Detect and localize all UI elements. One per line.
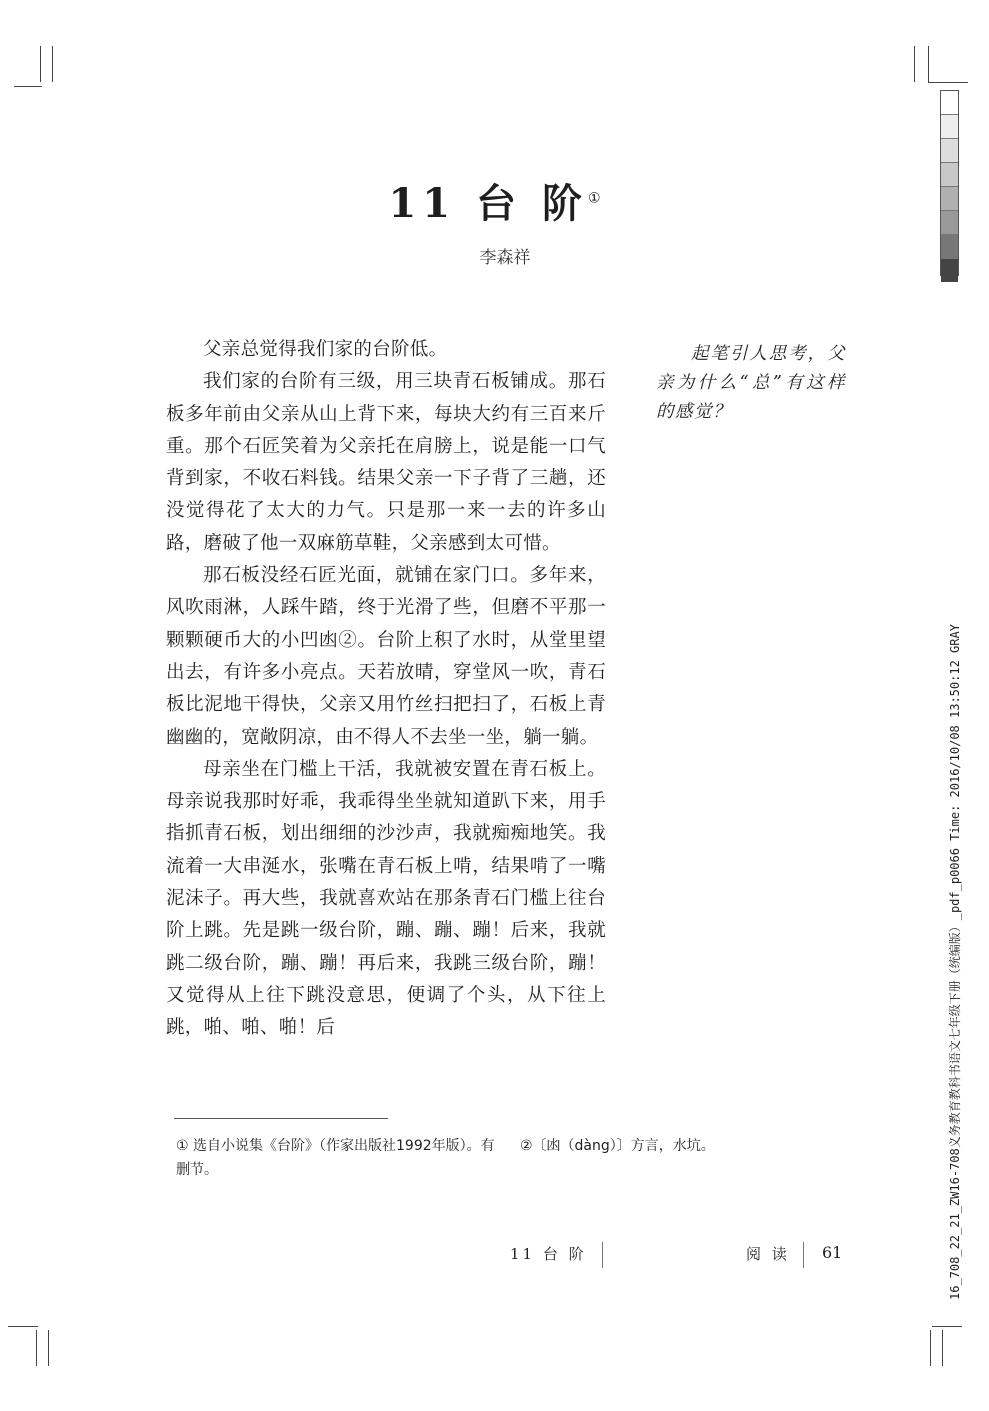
page-title: 11 台 阶①: [388, 180, 601, 227]
page-number: 61: [822, 1243, 843, 1262]
crop-mark: [928, 82, 968, 83]
crop-mark: [36, 1330, 37, 1366]
crop-mark: [914, 46, 915, 82]
paragraph: 我们家的台阶有三级，用三块青石板铺成。那石板多年前由父亲从山上背下来，每块大约有三百来斤重。那个石匠笑着为父亲托在肩膀上，说是能一口气背到家，不收石料钱。结果父亲一下子背了三趟，还没觉得花了太大的力气。只是那一来一去的许多山路，磨破了他一双麻筋草鞋，父亲感到太可惜。: [166, 371, 606, 554]
footer-divider: [602, 1242, 603, 1268]
crop-mark: [40, 46, 41, 82]
paragraph: 母亲坐在门槛上干活，我就被安置在青石板上。母亲说我那时好乖，我乖得坐坐就知道趴下来，用手指抓青石板，划出细细的沙沙声，我就痴痴地笑。我流着一大串涎水，张嘴在青石板上啃，结果啃了一嘴泥沫子。再大些，我就喜欢站在那条青石门槛上往台阶上跳。先是跳一级台阶，蹦、蹦、蹦！后来，我就跳二级台阶，蹦、蹦！再后来，我跳三级台阶，蹦！又觉得从上往下跳没意思，便调了个头，从下往上跳，啪、啪、啪！后: [166, 758, 606, 1039]
crop-mark: [48, 1330, 49, 1366]
footnote-1: ① 选自小说集《台阶》（作家出版社1992年版）。有删节。: [176, 1138, 495, 1178]
body-text: [166, 334, 606, 1045]
crop-mark: [932, 1326, 962, 1327]
print-metadata-margin-text: 16_708_22_21_ZW16-708义务教育教科书语文七年级下册（统编版）_pdf_p0066 Time: 2016/10/08 13:50:12 GRAY: [948, 624, 962, 1300]
crop-mark: [942, 1330, 943, 1366]
crop-mark: [8, 1326, 38, 1327]
crop-mark: [14, 86, 42, 87]
author: 李森祥: [479, 248, 531, 268]
footnote-divider: [174, 1118, 388, 1119]
crop-mark: [930, 1330, 931, 1366]
crop-mark: [52, 46, 53, 82]
title-footnote-marker: ①: [587, 190, 601, 207]
footer-section: 阅 读: [746, 1245, 790, 1263]
footer-chapter: 11 台 阶: [510, 1245, 587, 1263]
side-annotation: 起笔引人思考，父亲为什么“总”有这样的感觉？: [656, 344, 846, 422]
paragraph: 父亲总觉得我们家的台阶低。: [203, 339, 448, 360]
footer-divider: [803, 1242, 804, 1268]
footnote-2: ②〔凼（dàng）〕方言，水坑。: [520, 1138, 715, 1154]
crop-mark: [928, 46, 929, 82]
paragraph: 那石板没经石匠光面，就铺在家门口。多年来，风吹雨淋，人踩牛踏，终于光滑了些，但磨不平那一颗颗硬币大的小凹凼②。台阶上积了水时，从堂里望出去，有许多小亮点。天若放晴，穿堂风一吹，青石板比泥地干得快，父亲又用竹丝扫把扫了，石板上青幽幽的，宽敞阴凉，由不得人不去坐一坐，躺一躺。: [166, 565, 606, 748]
